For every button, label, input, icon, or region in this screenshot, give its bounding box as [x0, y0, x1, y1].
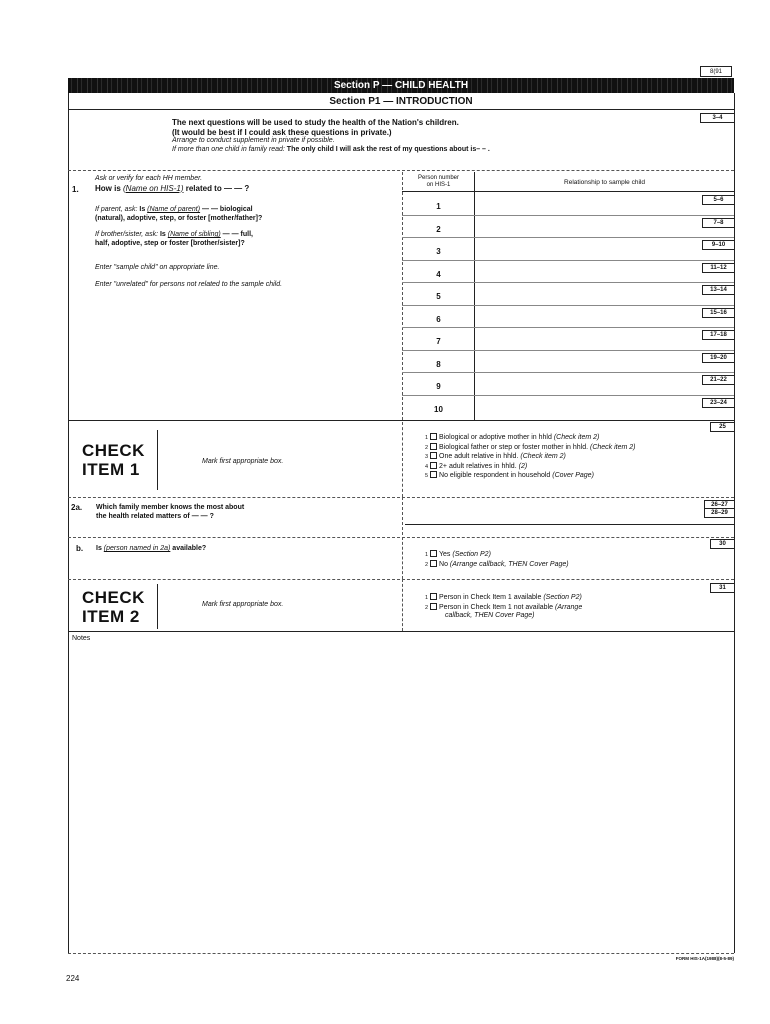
option-row: 5 No eligible respondent in household (Cover Page): [425, 472, 594, 479]
intro-line-4-instruction: If more than one child in family read:: [172, 145, 285, 153]
checkbox[interactable]: [430, 443, 437, 450]
q1-sibling: If brother/sister, ask: Is (Name of sibling) — — full,: [95, 231, 253, 238]
person-number: 10: [434, 404, 443, 414]
row-code: 23–24: [702, 398, 734, 408]
option-text: No eligible respondent in household: [439, 472, 551, 479]
q1-question: How is (Name on HIS-1) related to — — ?: [95, 183, 250, 193]
checkbox[interactable]: [430, 560, 437, 567]
check-item-2-option-1: 1 Person in Check Item 1 available (Section P2): [425, 594, 582, 601]
checkbox[interactable]: [430, 593, 437, 600]
relationship-field[interactable]: [475, 361, 700, 371]
person-number: 2: [436, 224, 441, 234]
option-row: 1 Biological or adoptive mother in hhld (Check item 2): [425, 434, 600, 441]
option-text: Biological or adoptive mother in hhld: [439, 434, 552, 441]
relationship-field[interactable]: [475, 383, 700, 393]
form-id: FORM HIS-1A(1988)(8-5-89): [675, 956, 734, 961]
option-note: (Check item 2): [553, 434, 600, 441]
relationship-field[interactable]: [475, 338, 700, 348]
relationship-field[interactable]: [475, 226, 700, 236]
q2b-question: Is (person named in 2a) available?: [96, 545, 207, 552]
option-text: Yes: [439, 551, 451, 558]
q2a-code-2: 28–29: [704, 508, 734, 518]
col-person-header: Person number on HIS-1: [417, 175, 460, 188]
row-code: 17–18: [702, 330, 734, 340]
option-note: (2): [518, 462, 528, 470]
relationship-field[interactable]: [475, 406, 700, 416]
option-row: 1 Yes (Section P2): [425, 551, 491, 558]
check-item-2-option-2-note: callback, THEN Cover Page): [445, 612, 535, 619]
notes-label: Notes: [72, 635, 91, 642]
relationship-field[interactable]: [475, 316, 700, 326]
person-number: 8: [436, 359, 441, 369]
option-note: (Check item 2): [520, 453, 566, 460]
option-text: No: [439, 560, 448, 568]
row-code: 7–8: [702, 218, 734, 228]
relationship-field[interactable]: [475, 248, 700, 258]
person-number: 4: [436, 269, 441, 279]
q2b-code: 30: [710, 539, 734, 549]
intro-line-3: Arrange to conduct supplement in private if possible.: [172, 137, 335, 144]
notes-area[interactable]: [68, 953, 734, 954]
q1-parent: If parent, ask: Is (Name of parent) — — biological: [95, 206, 253, 213]
relationship-field[interactable]: [475, 293, 700, 303]
check-item-1-options: [425, 433, 735, 481]
q2a-question: Which family member knows the most about the health related matters of — — ?: [96, 504, 245, 520]
checkbox[interactable]: [430, 433, 437, 440]
intro-line-4-text: The only child I will ask the rest of my questions about is– – .: [286, 145, 490, 153]
q1-number: 1.: [72, 185, 79, 194]
checkbox[interactable]: [430, 550, 437, 557]
check-item-2-options: [425, 593, 735, 621]
intro-code: 3–4: [700, 113, 734, 123]
person-number: 7: [436, 337, 441, 346]
option-note: (Check item 2): [590, 443, 636, 451]
person-number: 3: [436, 247, 441, 256]
q1-question-name: (Name on HIS-1): [123, 183, 184, 193]
person-number: 5: [436, 292, 441, 301]
q2b-options: [425, 550, 735, 569]
option-note: (Cover Page): [552, 472, 594, 479]
person-number: 9: [436, 382, 441, 391]
intro-line-1: The next questions will be used to study the health of the Nation's children.: [172, 118, 459, 127]
checkbox[interactable]: [430, 462, 437, 469]
q1-instruction: Ask or verify for each HH member.: [95, 175, 203, 182]
q2b-number: b.: [76, 544, 84, 553]
intro-block: [172, 118, 692, 154]
option-text: Biological father or step or foster mother in hhld.: [439, 443, 589, 451]
person-number: 6: [436, 314, 441, 324]
relationship-field[interactable]: [475, 271, 700, 281]
banner-title: Section P — CHILD HEALTH: [333, 80, 469, 91]
row-code: 13–14: [702, 285, 734, 295]
intro-line-4: [172, 146, 692, 155]
option-note: (Arrange callback, THEN Cover Page): [449, 560, 569, 568]
option-row: 2 No (Arrange callback, THEN Cover Page): [425, 560, 569, 568]
q1-enter-sample: Enter "sample child" on appropriate line.: [95, 264, 220, 271]
row-code: 11–12: [702, 263, 734, 273]
option-row: 3 One adult relative in hhld. (Check item 2): [425, 453, 566, 460]
subsection-title: Section P1 — INTRODUCTION: [329, 96, 473, 107]
relationship-field[interactable]: [475, 203, 700, 213]
check-item-1-code: 25: [710, 422, 734, 432]
checkbox[interactable]: [430, 471, 437, 478]
section-banner: [68, 78, 734, 93]
checkbox[interactable]: [430, 452, 437, 459]
q2a-number: 2a.: [71, 503, 83, 512]
check-item-2-label: CHECK ITEM 2: [82, 588, 145, 626]
check-item-2-code: 31: [710, 583, 734, 593]
intro-line-2: (It would be best if I could ask these questions in private.): [172, 127, 392, 137]
check-item-1-instruction: Mark first appropriate box.: [202, 458, 284, 465]
check-item-2-instruction: Mark first appropriate box.: [202, 601, 284, 608]
row-code: 9–10: [702, 240, 734, 250]
col-relationship-header: Relationship to sample child: [564, 179, 645, 186]
option-row: 2 Biological father or step or foster mother in hhld. (Check item 2): [425, 443, 636, 451]
page-number: 224: [66, 974, 80, 983]
q1-sibling-line-2: half, adoptive, step or foster [brother/sister]?: [95, 239, 245, 247]
row-code: 15–16: [702, 308, 734, 318]
q1-block: [95, 175, 395, 289]
row-code: 21–22: [702, 375, 734, 385]
checkbox[interactable]: [430, 603, 437, 610]
option-text: 2+ adult relatives in hhld.: [439, 462, 517, 470]
check-item-1-label: CHECK ITEM 1: [82, 441, 145, 479]
q2a-code-1: 26–27: [704, 500, 734, 509]
person-number: 1: [436, 202, 441, 211]
option-row: 4 2+ adult relatives in hhld. (2): [425, 462, 528, 470]
corner-code: 8(91: [700, 66, 732, 77]
option-note: (Section P2): [452, 551, 491, 558]
q1-parent-line-2: (natural), adoptive, step, or foster [mother/father]?: [95, 214, 263, 222]
row-code: 19–20: [702, 353, 734, 363]
option-text: One adult relative in hhld.: [439, 453, 519, 460]
check-item-2-option-2: 2 Person in Check Item 1 not available (Arrange: [425, 603, 583, 611]
row-code: 5–6: [702, 195, 734, 205]
q1-enter-unrelated: Enter "unrelated" for persons not related to the sample child.: [95, 280, 283, 288]
